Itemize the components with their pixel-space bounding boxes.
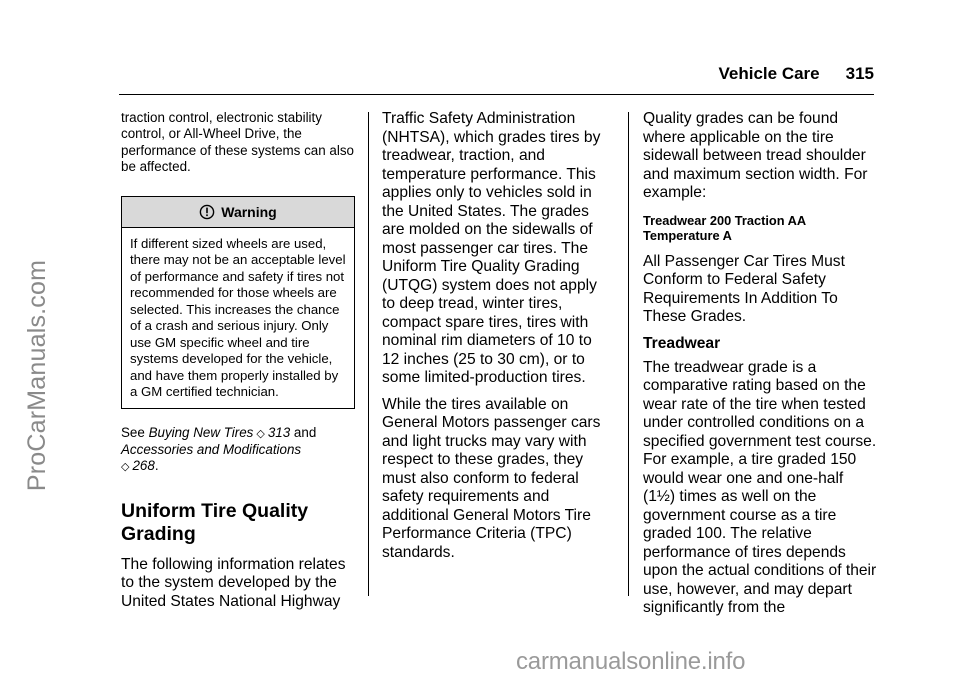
- header-rule: [119, 94, 874, 95]
- page-ref-icon: ◇: [121, 461, 130, 474]
- watermark-text: ProCarManuals.com: [23, 259, 52, 491]
- grade-example: Treadwear 200 Traction AA Temperature A: [643, 212, 806, 243]
- link-accessories[interactable]: Accessories and Modifications: [121, 442, 302, 458]
- page-ref-313[interactable]: 313: [267, 424, 291, 440]
- column-1: [121, 110, 356, 611]
- warning-title: Warning: [221, 203, 277, 220]
- column-divider-2: [628, 112, 629, 596]
- section-title: Vehicle Care: [718, 64, 820, 83]
- conform-paragraph: All Passenger Car Tires Must Conform to Federal Safety Requirements In Addition To These Grades.: [643, 252, 845, 325]
- quality-grades-paragraph: Quality grades can be found where applicable on the tire sidewall between tread shoulder and maximum section width. For example:: [643, 110, 868, 201]
- treadwear-paragraph: The treadwear grade is a comparative rating based on the wear rate of the tire when tested under controlled conditions on a specified government test course. For example, a tire graded 150 would wear one and one-half (1½) times as well on the government course as a tire graded 100. The relative performance of tires depends upon the actual conditions of their use, however, and may depart significantly from the: [643, 358, 877, 616]
- column-2: [382, 110, 612, 562]
- page-number: 315: [845, 64, 874, 83]
- warning-icon: [199, 204, 215, 220]
- intro-paragraph: traction control, electronic stability control, or All-Wheel Drive, the performance of these systems can also be affected.: [121, 110, 354, 175]
- side-watermark: [18, 80, 58, 670]
- see-suffix: .: [154, 458, 159, 474]
- footer-watermark: carmanualsonline.info: [516, 648, 746, 675]
- nhtsa-paragraph: Traffic Safety Administration (NHTSA), which grades tires by treadwear, traction, and temperature performance. This applies only to vehicles sold in the United States. The grades are molded on the sidewalls of most passenger car tires. The Uniform Tire Quality Grading (UTQG) system does not apply to deep tread, winter tires, compact spare tires, tires with nominal rim diameters of 10 to 12 inches (25 to 30 cm), or to some limited-production tires.: [382, 110, 601, 386]
- see-also: [121, 425, 356, 476]
- see-conj: and: [293, 424, 317, 440]
- link-buying-new-tires[interactable]: Buying New Tires: [148, 424, 254, 440]
- column-divider-1: [368, 112, 369, 596]
- page-ref-268[interactable]: 268: [132, 458, 155, 474]
- warning-text: If different sized wheels are used, there may not be an acceptable level of performance and safety if tires not recommended for those wheels are selected. This increases the chance of a crash and serious injury. Only use GM specific wheel and tire systems developed for the vehicle, and have them properly installed by a GM certified technician.: [130, 235, 346, 400]
- section-heading: Uniform Tire Quality Grading: [121, 499, 309, 545]
- warning-box: [121, 196, 355, 409]
- utqg-intro: The following information relates to the system developed by the United States National Highway: [121, 555, 346, 610]
- page-ref-icon: ◇: [256, 427, 265, 440]
- column-3: [643, 110, 878, 618]
- treadwear-heading: Treadwear: [643, 334, 721, 352]
- gm-tires-paragraph: While the tires available on General Motors passenger cars and light trucks may vary with respect to these grades, they must also conform to federal safety requirements and additional General Motors Tire Performance Criteria (TPC) standards.: [382, 395, 601, 561]
- page-header: [719, 64, 875, 84]
- see-prefix: See: [121, 424, 145, 440]
- warning-header: [122, 197, 354, 228]
